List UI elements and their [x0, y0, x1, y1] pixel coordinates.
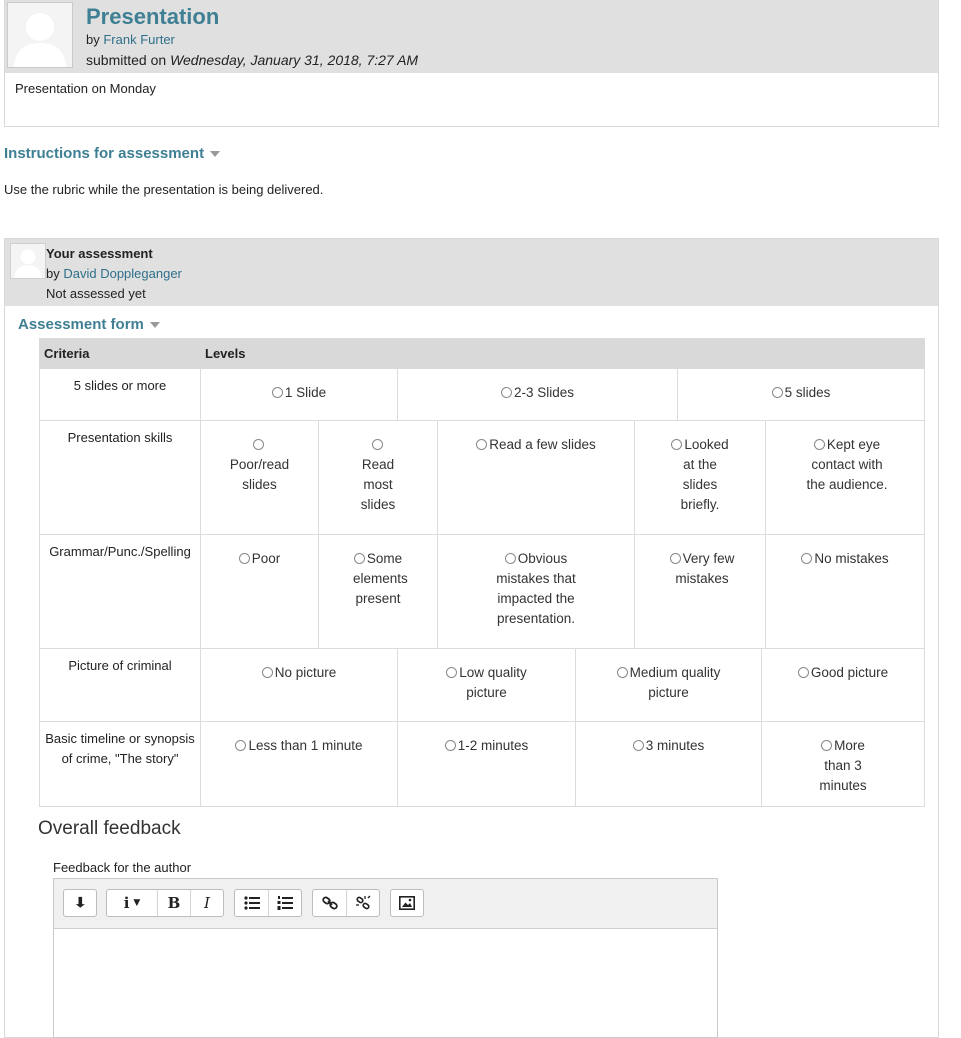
radio-button[interactable] [505, 553, 516, 564]
level-option[interactable] [762, 649, 924, 721]
caret-down-icon [210, 151, 220, 157]
level-label: 5 slides [784, 385, 831, 400]
level-option[interactable] [576, 722, 762, 806]
level-option[interactable] [398, 369, 678, 420]
feedback-label: Feedback for the author [53, 860, 192, 875]
submission-content: Presentation on Monday [15, 81, 156, 96]
level-label: Very few mistakes [675, 551, 735, 586]
assessor-avatar[interactable] [10, 243, 46, 279]
level-option[interactable] [201, 535, 319, 648]
level-label: No mistakes [814, 551, 889, 566]
by-prefix: by [86, 32, 100, 47]
radio-button[interactable] [801, 553, 812, 564]
unlink-icon [355, 895, 371, 911]
instructions-text: Use the rubric while the presentation is being delivered. [4, 182, 324, 197]
level-option[interactable] [766, 535, 924, 648]
feedback-editor [53, 878, 718, 1038]
level-option[interactable] [438, 421, 635, 534]
level-option[interactable] [201, 421, 319, 534]
assessment-status: Not assessed yet [46, 286, 146, 301]
rubric-levels [201, 421, 924, 534]
criterion-label: Picture of criminal [40, 649, 201, 721]
level-label: Some elements present [353, 551, 408, 606]
level-option[interactable] [398, 649, 576, 721]
radio-button[interactable] [670, 553, 681, 564]
level-option[interactable] [766, 421, 924, 534]
radio-button[interactable] [821, 740, 832, 751]
paragraph-styles-button[interactable] [107, 890, 157, 916]
radio-button[interactable] [272, 387, 283, 398]
level-label: Less than 1 minute [248, 738, 363, 753]
author-avatar[interactable] [7, 2, 73, 68]
insert-image-button[interactable] [391, 890, 423, 916]
by-prefix: by [46, 266, 60, 281]
rubric-levels [201, 722, 924, 806]
author-link[interactable]: Frank Furter [103, 32, 175, 47]
criterion-label: Presentation skills [40, 421, 201, 534]
level-label: No picture [274, 665, 337, 680]
rubric-row [39, 421, 925, 535]
level-option[interactable] [678, 369, 924, 420]
assessment-form-toggle[interactable] [18, 316, 160, 333]
radio-button[interactable] [617, 667, 628, 678]
level-label: 1-2 minutes [457, 738, 529, 753]
radio-button[interactable] [262, 667, 273, 678]
bullet-list-icon [244, 896, 260, 910]
criterion-label: 5 slides or more [40, 369, 201, 420]
instructions-heading: Instructions for assessment [4, 145, 205, 162]
radio-button[interactable] [239, 553, 250, 564]
radio-button[interactable] [633, 740, 644, 751]
italic-icon: I [204, 894, 210, 912]
radio-button[interactable] [501, 387, 512, 398]
link-button[interactable] [313, 890, 346, 916]
chevron-down-icon: ▼ [133, 898, 141, 908]
collapse-icon [74, 896, 86, 910]
feedback-text-area[interactable] [54, 929, 717, 1037]
rubric-levels [201, 535, 924, 648]
submission-box [4, 0, 939, 127]
assessment-header [5, 239, 938, 306]
level-label: Looked at the slides briefly. [680, 437, 729, 512]
instructions-toggle[interactable] [4, 145, 220, 162]
level-option[interactable] [398, 722, 576, 806]
level-label: Low quality picture [459, 665, 527, 700]
unordered-list-button[interactable] [235, 890, 268, 916]
radio-button[interactable] [445, 740, 456, 751]
level-label: Poor [251, 551, 281, 566]
level-option[interactable] [201, 722, 398, 806]
numbered-list-icon [277, 895, 293, 911]
assessment-form-heading: Assessment form [18, 316, 144, 333]
submission-title: Presentation [86, 4, 220, 29]
rubric-row [39, 722, 925, 807]
rubric-levels [201, 369, 924, 420]
radio-button[interactable] [354, 553, 365, 564]
toolbar-group [234, 889, 302, 917]
submission-byline [86, 32, 175, 47]
level-label: Read a few slides [489, 437, 596, 452]
level-label: Obvious mistakes that impacted the presentation. [496, 551, 576, 626]
level-option[interactable] [201, 369, 398, 420]
radio-button[interactable] [671, 439, 682, 450]
level-option[interactable] [319, 421, 438, 534]
bold-button[interactable] [157, 890, 190, 916]
level-label: Kept eye contact with the audience. [806, 437, 888, 492]
assessment-title: Your assessment [46, 246, 153, 261]
level-option[interactable] [319, 535, 438, 648]
submitted-prefix: submitted on [86, 52, 167, 68]
image-icon [399, 896, 415, 910]
editor-toolbar [54, 879, 717, 929]
level-label: Good picture [810, 665, 889, 680]
levels-header: Levels [205, 346, 246, 361]
level-option[interactable] [201, 649, 398, 721]
level-label: Medium quality picture [629, 665, 721, 700]
rubric-table [39, 338, 925, 807]
level-option[interactable] [635, 421, 766, 534]
collapse-toolbar-button[interactable] [64, 890, 96, 916]
level-option[interactable] [438, 535, 635, 648]
level-label: Read most slides [360, 457, 396, 512]
italic-button[interactable] [190, 890, 223, 916]
radio-button[interactable] [446, 667, 457, 678]
ordered-list-button[interactable] [268, 890, 301, 916]
radio-button[interactable] [235, 740, 246, 751]
unlink-button[interactable] [346, 890, 379, 916]
rubric-row [39, 369, 925, 421]
info-icon: i [123, 894, 130, 912]
radio-button[interactable] [814, 439, 825, 450]
assessment-byline [46, 266, 182, 281]
criteria-header: Criteria [44, 346, 90, 361]
level-option[interactable] [576, 649, 762, 721]
rubric-row [39, 535, 925, 649]
rubric-header [39, 338, 925, 369]
level-label: 1 Slide [284, 385, 327, 400]
level-label: 3 minutes [645, 738, 705, 753]
link-icon [322, 895, 338, 911]
radio-button[interactable] [372, 439, 383, 450]
radio-button[interactable] [798, 667, 809, 678]
rubric-levels [201, 649, 924, 721]
caret-down-icon [150, 322, 160, 328]
rubric-row [39, 649, 925, 722]
level-label: 2-3 Slides [513, 385, 575, 400]
bold-icon: B [167, 894, 181, 912]
radio-button[interactable] [253, 439, 264, 450]
level-option[interactable] [762, 722, 924, 806]
level-label: More than 3 minutes [819, 738, 867, 793]
assessor-link[interactable]: David Doppleganger [63, 266, 182, 281]
criterion-label: Basic timeline or synopsis of crime, "The story" [40, 722, 201, 806]
submission-header [5, 0, 938, 73]
level-option[interactable] [635, 535, 766, 648]
level-label: Poor/read slides [229, 457, 290, 492]
radio-button[interactable] [476, 439, 487, 450]
submission-date [86, 52, 418, 68]
overall-feedback-heading: Overall feedback [38, 818, 181, 839]
submitted-date: Wednesday, January 31, 2018, 7:27 AM [170, 52, 419, 68]
criterion-label: Grammar/Punc./Spelling [40, 535, 201, 648]
toolbar-group [312, 889, 380, 917]
radio-button[interactable] [772, 387, 783, 398]
toolbar-group [106, 889, 224, 917]
toolbar-group [63, 889, 97, 917]
toolbar-group [390, 889, 424, 917]
